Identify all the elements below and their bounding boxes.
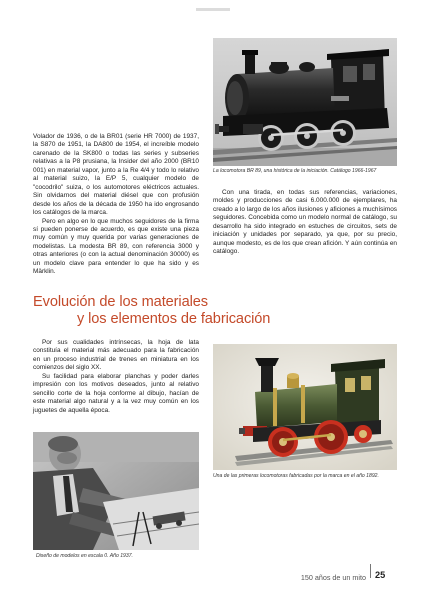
heading-line-2: y los elementos de fabricación [77, 311, 271, 327]
photo-caption: Diseño de modelos en escala 0. Año 1937. [36, 553, 133, 559]
designer-caption-block [36, 553, 196, 559]
footer-title: 150 años de un mito [300, 573, 366, 582]
model-designer-photo [33, 432, 199, 550]
top-mark [196, 8, 230, 11]
paragraph [33, 339, 199, 373]
heading-line-1: Evolución de los materiales [33, 294, 208, 310]
column-2-top-text [213, 189, 397, 257]
column-2-top [213, 168, 397, 174]
locomotive-br89-photo [213, 38, 397, 166]
locomotive-br89-illustration [213, 38, 397, 166]
early-locomotive-caption-block [213, 473, 397, 479]
paragraph [33, 373, 199, 415]
paragraph-text: Por sus cualidades intrínsecas, la hoja de lata constituía el material más adecuado para la fabricación en un proceso industrial de trenes en miniatura en los comienzos del siglo XX. [33, 339, 199, 372]
designer-illustration [33, 432, 199, 550]
section-heading [33, 294, 333, 328]
paragraph-text: Su facilidad para elaborar planchas y poder darles impresión con los motivos deseados, junto al relativo sencillo corte de la hoja conforme al dibujo, hacían de este material algo natural y a la vez muy común en los juguetes de aquella época. [33, 372, 199, 414]
footer-divider [370, 564, 371, 578]
paragraph [33, 218, 199, 277]
column-1-top-text [33, 133, 199, 277]
column-1-bottom-text [33, 339, 199, 415]
page-number: 25 [375, 570, 386, 580]
paragraph-text: Con una tirada, en todas sus referencias, variaciones, moldes y producciones de casi 6.000.000 de ejemplares, ha creado a lo largo de los años ilusiones y aficiones a muchísimos seguidores. Concebida como un modelo normal de catálogo, su desarrollo ha sido integrado en estuches de circuitos, sets de iniciación y unidades por separado, ya que, por su precio, aunque modesto, es de los que crean afición. Y aún continúa en catálogo. [213, 189, 397, 256]
paragraph [213, 189, 397, 257]
paragraph-text: Pero en algo en lo que muchos seguidores de la firma sí pueden ponerse de acuerdo, es que existe una pieza muy común y muy querida por varias generaciones de modelistas. La modesta BR 89, con referencia 3000 y otras anteriores (o con la actual denominación 30000) es un modelo clave para entender lo que ha sido y es Märklin. [33, 217, 199, 276]
paragraph: Volador de 1936, o de la BR01 (serie HR 7000) de 1937, la S870 de 1951, la DA800 de 1954, el increíble modelo carenado de la SK800 o todas las series y subseries relativas a la P8 prusiana, la Insider del año 2000 (BR10 001) en material vapor, junto a la Re 4/4 y todo lo relativo al material suizo, la E/P 5, cualquier modelo de "cocodrilo" suiza, o los automotores eléctricos actuales. Sin olvidarnos del material diésel que con profusión desde los años de la década de 1950 ha ido engrosando los catálogos de la marca. [33, 133, 199, 217]
page-number-block [375, 565, 385, 583]
footer-text-block [300, 567, 366, 585]
photo-caption: Una de las primeras locomotoras fabricadas por la marca en el año 1892. [213, 473, 379, 479]
photo-caption: La locomotora BR 89, una histórica de la iniciación. Catálogo 1966-1967 [213, 168, 377, 174]
early-locomotive-illustration [213, 344, 397, 470]
early-locomotive-photo [213, 344, 397, 470]
